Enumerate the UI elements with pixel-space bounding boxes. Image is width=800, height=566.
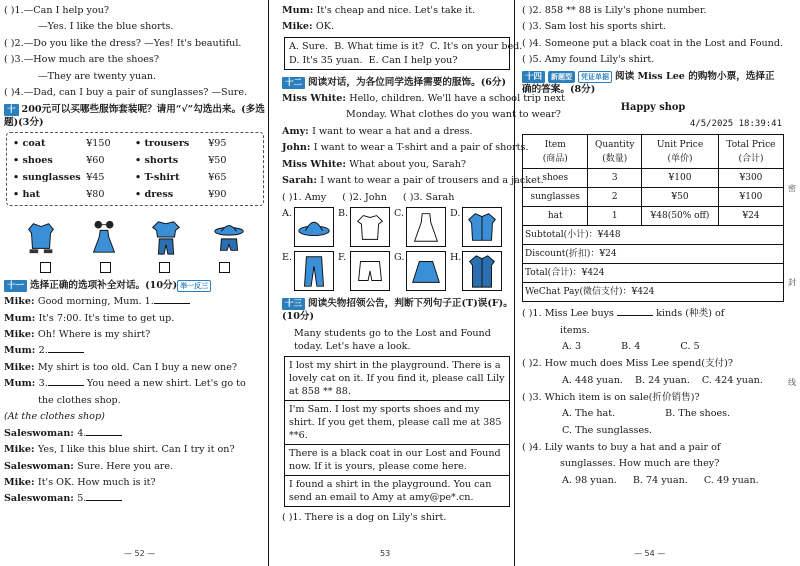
conv-line: Miss White: Hello, children. We'll have a school trip next	[282, 93, 566, 105]
receipt-date: 4/5/2025 18:39:41	[689, 119, 782, 130]
answer-blank[interactable]	[48, 344, 84, 353]
tf-question: ( )2. 858 ** 88 is Lily's phone number.	[522, 5, 707, 16]
notice: I lost my shirt in the playground. There is a lovely cat on it. If you find it, please call Lily at 858 ** 88.	[285, 357, 509, 401]
lost-and-found-notices	[284, 356, 510, 507]
option-box	[284, 37, 523, 69]
mc-question: ( )4. Lily wants to buy a hat and a pair of	[522, 441, 721, 453]
mc-options: A. 3 B. 4 C. 5	[562, 341, 700, 353]
scene-note: (At the clothes shop)	[4, 411, 105, 423]
mc-option[interactable]: C. The sunglasses.	[562, 425, 653, 437]
shorts-icon	[350, 251, 390, 291]
notice: I found a shirt in the playground. You can send an email to Amy at amy@pe*.cn.	[289, 479, 492, 504]
shop-name: Happy shop	[620, 101, 686, 113]
receipt-summary: Total(合计)：¥424	[523, 264, 784, 283]
answer-bracket[interactable]: ( )3. Sarah	[402, 191, 455, 203]
tf-question: ( )4. Someone put a black coat in the Lost and Found.	[522, 37, 784, 49]
question-text: —Do you like the dress? —Yes! It's beautiful.	[23, 37, 242, 49]
price-row: • sunglasses ¥45 • T-shirt ¥65	[13, 169, 257, 186]
receipt-summary: WeChat Pay(微信支付)：¥424	[523, 283, 784, 302]
answer-bracket[interactable]: ( )1.	[4, 5, 24, 16]
dialog-line: Mike: OK.	[282, 21, 334, 33]
page-54	[514, 0, 800, 566]
outfit-checkbox[interactable]	[219, 262, 230, 273]
q1-reply: —Yes. I like the blue shorts.	[38, 21, 174, 33]
dialog-line: Mike: It's OK. How much is it?	[4, 476, 156, 488]
dialog-line: Mike: Oh! Where is my shirt?	[4, 329, 151, 341]
dialog-line: Saleswoman: 4.	[4, 427, 266, 440]
answer-bracket[interactable]: ( )1. Amy	[282, 191, 327, 203]
price-row: • shoes ¥60 • shorts ¥50	[13, 152, 257, 169]
q3-reply: —They are twenty yuan.	[38, 70, 157, 82]
section-13-title: 十三 阅读失物招领公告，判断下列句子正(T)误(F)。(10分)	[282, 298, 513, 323]
seal-line-mark: 线	[788, 378, 796, 387]
receipt-summary: Subtotal(小计)：¥448	[523, 226, 784, 245]
seal-line-mark: 封	[788, 278, 796, 287]
option-d: D.	[450, 207, 506, 247]
jacket-icon	[462, 207, 502, 247]
mc-question: ( )2. How much does Miss Lee spend(支付)?	[522, 358, 734, 370]
price-row: • hat ¥80 • dress ¥90	[13, 186, 257, 203]
section-number: 十四	[522, 71, 545, 83]
tf-question: ( )3. Sam lost his sports shirt.	[522, 21, 666, 33]
option-a: A.	[282, 207, 338, 247]
q2-line	[4, 37, 266, 50]
option-b: B.	[338, 207, 394, 247]
outfit-checkbox[interactable]	[100, 262, 111, 273]
page-number: — 52 —	[124, 549, 156, 559]
answer-bracket[interactable]: ( )3.	[4, 54, 24, 66]
option-h: H.	[450, 251, 506, 291]
mc-question: ( )1. Miss Lee buys kinds (种类) of	[522, 308, 725, 320]
mc-question: ( )3. Which item is on sale(折价销售)?	[522, 391, 700, 403]
q3-line	[4, 53, 266, 66]
answer-blank[interactable]	[86, 427, 122, 436]
coat-icon	[462, 251, 502, 291]
page-number: — 54 —	[634, 549, 666, 559]
receipt-row: hat 1 ¥48(50% off) ¥24	[523, 207, 784, 226]
option-f: F.	[338, 251, 394, 291]
notice: There is a black coat in our Lost and Found now. If it is yours, please come here.	[285, 445, 509, 476]
option-row: A. Sure. B. What time is it? C. It's on your bed.	[289, 41, 523, 53]
dialog-line: Mike: Yes, I like this blue shirt. Can I try it on?	[4, 444, 235, 456]
dialog-line: Mum: It's cheap and nice. Let's take it.	[282, 5, 476, 16]
section-number: 十三	[282, 298, 305, 310]
conv-line: Miss White: What about you, Sarah?	[282, 158, 467, 170]
intro-text: Many students go to the Lost and Found today. Let's have a look.	[294, 327, 491, 352]
section-12-title: 十二 阅读对话，为各位同学选择需要的服饰。(6分)	[282, 76, 514, 89]
dialog-line: Mum: It's 7:00. It's time to get up.	[4, 312, 175, 324]
conv-line: John: I want to wear a T-shirt and a pair of shorts.	[282, 142, 529, 154]
dialog-line: Mum: 2.	[4, 344, 266, 357]
receipt-row: shoes 3 ¥100 ¥300	[523, 169, 784, 188]
answer-bracket[interactable]: ( )2. John	[342, 191, 387, 203]
mc-options: A. The hat. B. The shoes.	[562, 408, 731, 420]
answer-bracket[interactable]: ( )4.	[4, 87, 24, 99]
seal-line-mark: 密	[788, 184, 796, 193]
checkbox-row	[4, 262, 266, 273]
clothes-grid	[282, 207, 514, 297]
tf-question: ( )1. There is a dog on Lily's shirt.	[282, 512, 447, 524]
skirt-icon	[406, 251, 446, 291]
question-text: —Dad, can I buy a pair of sunglasses? —Sure.	[23, 87, 248, 99]
dialog-line: Mum: 3. You need a new shirt. Let's go to	[4, 378, 246, 390]
section-tag: 举一反三	[177, 280, 211, 292]
section-number: 十一	[4, 280, 27, 292]
dress-icon	[406, 207, 446, 247]
conv-line-cont: Monday. What clothes do you want to wear?	[346, 109, 561, 121]
hat-icon	[294, 207, 334, 247]
mc-question-cont: items.	[560, 324, 590, 336]
dialog-line-cont: the clothes shop.	[38, 394, 121, 406]
option-row: D. It's 35 yuan. E. Can I help you?	[289, 54, 458, 66]
outfit-checkbox[interactable]	[40, 262, 51, 273]
dialog-line: Mike: Good morning, Mum. 1.	[4, 295, 266, 308]
section-14-title: 十四 新题型 凭证单据 阅读 Miss Lee 的购物小票，选择正确的答案。(8分)	[522, 70, 775, 95]
option-g: G.	[394, 251, 450, 291]
section-10-title: 十 200元可以买哪些服饰套装呢？请用“√”勾选出来。(多选题)(3分)	[4, 103, 265, 128]
question-text: —How much are the shoes?	[23, 54, 159, 66]
outfit-checkbox[interactable]	[159, 262, 170, 273]
conv-line: Amy: I want to wear a hat and a dress.	[282, 125, 473, 137]
notice: I'm Sam. I lost my sports shoes and my shirt. If you get them, please call me at 385 **6.	[285, 401, 509, 445]
q4-line	[4, 86, 266, 99]
receipt-header: Item (商品) Quantity (数量) Unit Price (单价) Total Price (合计)	[523, 135, 784, 169]
answer-blank[interactable]	[617, 307, 653, 316]
option-c: C.	[394, 207, 450, 247]
conv-line: Sarah: I want to wear a pair of trousers and a jacket.	[282, 175, 544, 187]
option-e: E.	[282, 251, 338, 291]
tf-question: ( )5. Amy found Lily's shirt.	[522, 54, 655, 66]
mc-options: A. 98 yuan. B. 74 yuan. C. 49 yuan.	[562, 474, 759, 486]
mc-question-cont: sunglasses. How much are they?	[560, 458, 720, 470]
mc-options: A. 448 yuan. B. 24 yuan. C. 424 yuan.	[562, 374, 763, 386]
receipt-table	[522, 134, 784, 302]
receipt-row: sunglasses 2 ¥50 ¥100	[523, 188, 784, 207]
price-list	[6, 132, 264, 206]
receipt-summary: Discount(折扣)：¥24	[523, 245, 784, 264]
q1-line	[4, 4, 266, 17]
answer-blank[interactable]	[48, 377, 84, 386]
match-row	[282, 191, 514, 204]
section-number: 十二	[282, 77, 305, 89]
outfit-icons	[4, 212, 266, 262]
tshirt-and-trousers-icon	[147, 218, 185, 256]
dialog-line: Saleswoman: 5.	[4, 492, 266, 505]
answer-bracket[interactable]: ( )2.	[4, 37, 24, 49]
coat-and-shoes-icon	[22, 218, 60, 256]
price-row: • coat ¥150 • trousers ¥95	[13, 135, 257, 152]
receipt-tag: 凭证单据	[578, 71, 612, 83]
dialog-line: Saleswoman: Sure. Here you are.	[4, 460, 174, 472]
hat-and-shorts-icon	[210, 218, 248, 256]
new-type-tag: 新题型	[548, 71, 575, 83]
page-52	[0, 0, 268, 566]
dialog-line: Mike: My shirt is too old. Can I buy a new one?	[4, 361, 238, 373]
trousers-icon	[294, 251, 334, 291]
section-11-title: 十一 选择正确的选项补全对话。(10分) 举一反三	[4, 279, 266, 292]
answer-blank[interactable]	[86, 492, 122, 501]
tshirt-icon	[350, 207, 390, 247]
page-number: 53	[380, 549, 391, 559]
answer-blank[interactable]	[154, 295, 190, 304]
section-number: 十	[4, 104, 19, 116]
dress-and-sunglasses-icon	[85, 218, 123, 256]
question-text: —Can I help you?	[23, 5, 110, 16]
